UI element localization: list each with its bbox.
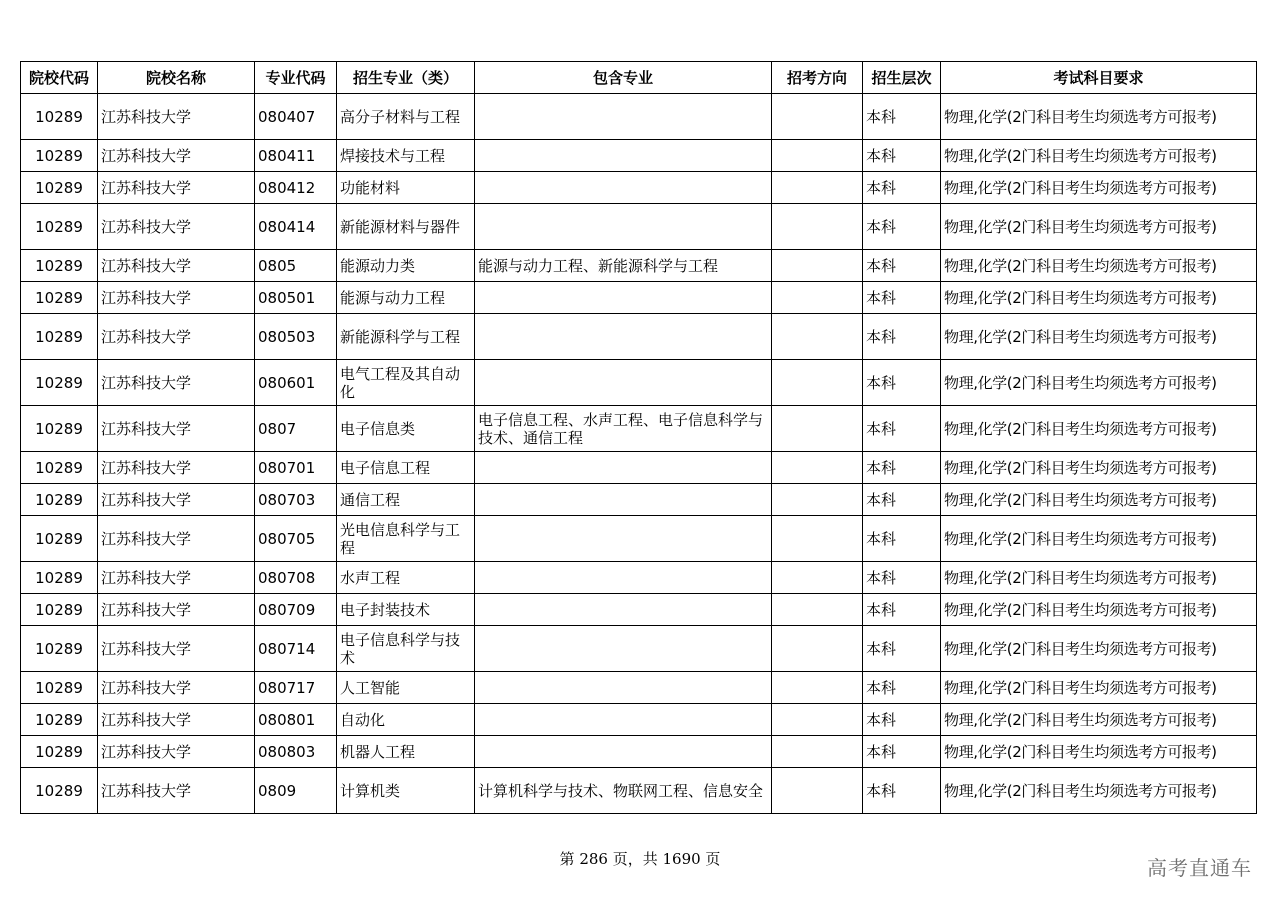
cell-school-name: 江苏科技大学 xyxy=(98,140,255,172)
table-row xyxy=(21,452,1257,484)
cell-major-code: 080601 xyxy=(255,360,337,406)
cell-included-majors xyxy=(475,452,772,484)
cell-major: 机器人工程 xyxy=(337,736,475,768)
cell-direction xyxy=(772,140,863,172)
cell-direction xyxy=(772,516,863,562)
cell-included-majors xyxy=(475,704,772,736)
table-row xyxy=(21,140,1257,172)
cell-requirement: 物理,化学(2门科目考生均须选考方可报考) xyxy=(941,140,1257,172)
cell-included-majors xyxy=(475,516,772,562)
cell-included-majors xyxy=(475,736,772,768)
cell-requirement: 物理,化学(2门科目考生均须选考方可报考) xyxy=(941,736,1257,768)
cell-school-code: 10289 xyxy=(21,626,98,672)
cell-school-code: 10289 xyxy=(21,314,98,360)
cell-direction xyxy=(772,736,863,768)
cell-school-code: 10289 xyxy=(21,360,98,406)
cell-level: 本科 xyxy=(863,94,941,140)
cell-included-majors xyxy=(475,314,772,360)
cell-school-code: 10289 xyxy=(21,172,98,204)
cell-direction xyxy=(772,406,863,452)
cell-requirement: 物理,化学(2门科目考生均须选考方可报考) xyxy=(941,704,1257,736)
header-school-name: 院校名称 xyxy=(98,62,255,94)
cell-major: 功能材料 xyxy=(337,172,475,204)
cell-level: 本科 xyxy=(863,704,941,736)
cell-included-majors: 计算机科学与技术、物联网工程、信息安全 xyxy=(475,768,772,814)
cell-school-code: 10289 xyxy=(21,672,98,704)
cell-direction xyxy=(772,204,863,250)
cell-school-code: 10289 xyxy=(21,94,98,140)
cell-direction xyxy=(772,172,863,204)
cell-school-name: 江苏科技大学 xyxy=(98,672,255,704)
cell-major-code: 080714 xyxy=(255,626,337,672)
cell-requirement: 物理,化学(2门科目考生均须选考方可报考) xyxy=(941,172,1257,204)
cell-included-majors xyxy=(475,360,772,406)
cell-level: 本科 xyxy=(863,250,941,282)
cell-major-code: 080412 xyxy=(255,172,337,204)
cell-direction xyxy=(772,452,863,484)
cell-major: 通信工程 xyxy=(337,484,475,516)
header-requirement: 考试科目要求 xyxy=(941,62,1257,94)
cell-school-code: 10289 xyxy=(21,204,98,250)
table-body xyxy=(21,94,1257,814)
cell-school-code: 10289 xyxy=(21,594,98,626)
cell-major: 高分子材料与工程 xyxy=(337,94,475,140)
cell-major: 能源与动力工程 xyxy=(337,282,475,314)
header-school-code: 院校代码 xyxy=(21,62,98,94)
cell-major-code: 080709 xyxy=(255,594,337,626)
cell-school-name: 江苏科技大学 xyxy=(98,736,255,768)
header-major: 招生专业（类） xyxy=(337,62,475,94)
cell-major-code: 0805 xyxy=(255,250,337,282)
cell-school-name: 江苏科技大学 xyxy=(98,516,255,562)
cell-school-code: 10289 xyxy=(21,282,98,314)
cell-major-code: 080801 xyxy=(255,704,337,736)
table-row xyxy=(21,484,1257,516)
cell-school-name: 江苏科技大学 xyxy=(98,282,255,314)
cell-direction xyxy=(772,282,863,314)
cell-direction xyxy=(772,594,863,626)
cell-included-majors: 电子信息工程、水声工程、电子信息科学与技术、通信工程 xyxy=(475,406,772,452)
cell-school-code: 10289 xyxy=(21,250,98,282)
cell-major: 电气工程及其自动化 xyxy=(337,360,475,406)
cell-requirement: 物理,化学(2门科目考生均须选考方可报考) xyxy=(941,516,1257,562)
cell-major-code: 080703 xyxy=(255,484,337,516)
cell-level: 本科 xyxy=(863,768,941,814)
cell-major: 新能源科学与工程 xyxy=(337,314,475,360)
cell-major-code: 080501 xyxy=(255,282,337,314)
cell-school-code: 10289 xyxy=(21,768,98,814)
cell-major-code: 080701 xyxy=(255,452,337,484)
cell-major: 焊接技术与工程 xyxy=(337,140,475,172)
header-major-code: 专业代码 xyxy=(255,62,337,94)
cell-school-code: 10289 xyxy=(21,484,98,516)
cell-included-majors xyxy=(475,562,772,594)
cell-included-majors xyxy=(475,626,772,672)
admissions-table xyxy=(20,61,1257,814)
cell-school-code: 10289 xyxy=(21,562,98,594)
table-row xyxy=(21,94,1257,140)
cell-level: 本科 xyxy=(863,484,941,516)
cell-direction xyxy=(772,562,863,594)
cell-major: 电子信息类 xyxy=(337,406,475,452)
page-number: 第 286 页，共 1690 页 xyxy=(559,850,721,868)
table-row xyxy=(21,562,1257,594)
cell-school-code: 10289 xyxy=(21,406,98,452)
cell-major-code: 080414 xyxy=(255,204,337,250)
cell-major-code: 080411 xyxy=(255,140,337,172)
cell-requirement: 物理,化学(2门科目考生均须选考方可报考) xyxy=(941,672,1257,704)
cell-requirement: 物理,化学(2门科目考生均须选考方可报考) xyxy=(941,314,1257,360)
table-row xyxy=(21,250,1257,282)
cell-major: 电子信息科学与技术 xyxy=(337,626,475,672)
cell-major: 人工智能 xyxy=(337,672,475,704)
cell-included-majors xyxy=(475,94,772,140)
table-row xyxy=(21,204,1257,250)
cell-direction xyxy=(772,484,863,516)
cell-level: 本科 xyxy=(863,204,941,250)
cell-level: 本科 xyxy=(863,626,941,672)
cell-major-code: 0807 xyxy=(255,406,337,452)
cell-level: 本科 xyxy=(863,314,941,360)
cell-direction xyxy=(772,250,863,282)
table-row xyxy=(21,736,1257,768)
cell-requirement: 物理,化学(2门科目考生均须选考方可报考) xyxy=(941,484,1257,516)
cell-requirement: 物理,化学(2门科目考生均须选考方可报考) xyxy=(941,250,1257,282)
cell-major: 水声工程 xyxy=(337,562,475,594)
cell-included-majors xyxy=(475,172,772,204)
cell-included-majors xyxy=(475,672,772,704)
cell-school-name: 江苏科技大学 xyxy=(98,704,255,736)
cell-major: 电子信息工程 xyxy=(337,452,475,484)
table-row xyxy=(21,626,1257,672)
cell-direction xyxy=(772,704,863,736)
cell-school-name: 江苏科技大学 xyxy=(98,768,255,814)
table-row xyxy=(21,314,1257,360)
cell-major-code: 0809 xyxy=(255,768,337,814)
table-header-row xyxy=(21,62,1257,94)
cell-requirement: 物理,化学(2门科目考生均须选考方可报考) xyxy=(941,562,1257,594)
cell-level: 本科 xyxy=(863,452,941,484)
cell-level: 本科 xyxy=(863,282,941,314)
cell-direction xyxy=(772,94,863,140)
cell-level: 本科 xyxy=(863,736,941,768)
table-row xyxy=(21,406,1257,452)
cell-school-name: 江苏科技大学 xyxy=(98,360,255,406)
cell-included-majors: 能源与动力工程、新能源科学与工程 xyxy=(475,250,772,282)
table-row xyxy=(21,768,1257,814)
cell-school-code: 10289 xyxy=(21,452,98,484)
cell-requirement: 物理,化学(2门科目考生均须选考方可报考) xyxy=(941,94,1257,140)
header-level: 招生层次 xyxy=(863,62,941,94)
cell-requirement: 物理,化学(2门科目考生均须选考方可报考) xyxy=(941,406,1257,452)
cell-school-name: 江苏科技大学 xyxy=(98,94,255,140)
cell-level: 本科 xyxy=(863,672,941,704)
watermark-text: 高考直通车 xyxy=(1147,856,1252,880)
cell-requirement: 物理,化学(2门科目考生均须选考方可报考) xyxy=(941,452,1257,484)
cell-requirement: 物理,化学(2门科目考生均须选考方可报考) xyxy=(941,282,1257,314)
cell-level: 本科 xyxy=(863,516,941,562)
cell-included-majors xyxy=(475,594,772,626)
header-included-majors: 包含专业 xyxy=(475,62,772,94)
cell-school-name: 江苏科技大学 xyxy=(98,594,255,626)
table-row xyxy=(21,172,1257,204)
cell-direction xyxy=(772,768,863,814)
cell-major: 计算机类 xyxy=(337,768,475,814)
cell-major-code: 080407 xyxy=(255,94,337,140)
cell-school-code: 10289 xyxy=(21,736,98,768)
cell-school-name: 江苏科技大学 xyxy=(98,314,255,360)
cell-direction xyxy=(772,672,863,704)
cell-direction xyxy=(772,314,863,360)
cell-school-code: 10289 xyxy=(21,516,98,562)
cell-level: 本科 xyxy=(863,594,941,626)
cell-major-code: 080503 xyxy=(255,314,337,360)
table-row xyxy=(21,282,1257,314)
cell-major-code: 080717 xyxy=(255,672,337,704)
cell-direction xyxy=(772,360,863,406)
header-direction: 招考方向 xyxy=(772,62,863,94)
table-row xyxy=(21,594,1257,626)
cell-major-code: 080705 xyxy=(255,516,337,562)
cell-included-majors xyxy=(475,204,772,250)
cell-school-name: 江苏科技大学 xyxy=(98,204,255,250)
cell-school-name: 江苏科技大学 xyxy=(98,452,255,484)
table-row xyxy=(21,360,1257,406)
cell-requirement: 物理,化学(2门科目考生均须选考方可报考) xyxy=(941,204,1257,250)
cell-school-name: 江苏科技大学 xyxy=(98,484,255,516)
cell-school-name: 江苏科技大学 xyxy=(98,626,255,672)
cell-school-code: 10289 xyxy=(21,140,98,172)
cell-level: 本科 xyxy=(863,406,941,452)
cell-major: 能源动力类 xyxy=(337,250,475,282)
table-row xyxy=(21,672,1257,704)
cell-major: 新能源材料与器件 xyxy=(337,204,475,250)
cell-requirement: 物理,化学(2门科目考生均须选考方可报考) xyxy=(941,360,1257,406)
cell-school-name: 江苏科技大学 xyxy=(98,250,255,282)
cell-school-name: 江苏科技大学 xyxy=(98,406,255,452)
cell-direction xyxy=(772,626,863,672)
cell-major: 电子封装技术 xyxy=(337,594,475,626)
cell-requirement: 物理,化学(2门科目考生均须选考方可报考) xyxy=(941,768,1257,814)
table-row xyxy=(21,704,1257,736)
cell-major: 光电信息科学与工程 xyxy=(337,516,475,562)
cell-level: 本科 xyxy=(863,172,941,204)
cell-level: 本科 xyxy=(863,140,941,172)
cell-included-majors xyxy=(475,140,772,172)
cell-major: 自动化 xyxy=(337,704,475,736)
cell-school-code: 10289 xyxy=(21,704,98,736)
cell-requirement: 物理,化学(2门科目考生均须选考方可报考) xyxy=(941,594,1257,626)
table-row xyxy=(21,516,1257,562)
cell-school-name: 江苏科技大学 xyxy=(98,562,255,594)
cell-school-name: 江苏科技大学 xyxy=(98,172,255,204)
cell-included-majors xyxy=(475,484,772,516)
cell-included-majors xyxy=(475,282,772,314)
cell-level: 本科 xyxy=(863,562,941,594)
cell-level: 本科 xyxy=(863,360,941,406)
cell-major-code: 080803 xyxy=(255,736,337,768)
cell-major-code: 080708 xyxy=(255,562,337,594)
cell-requirement: 物理,化学(2门科目考生均须选考方可报考) xyxy=(941,626,1257,672)
